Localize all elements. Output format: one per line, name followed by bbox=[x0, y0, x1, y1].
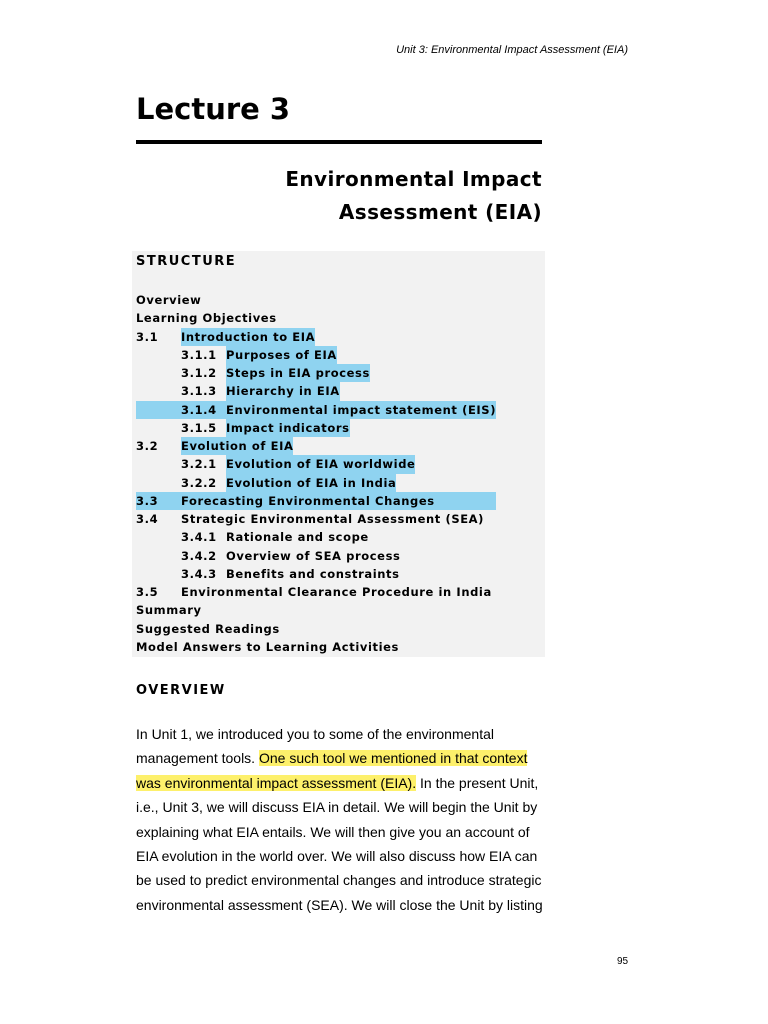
toc-item-number: 3.2.1 bbox=[181, 457, 217, 472]
toc-item bbox=[136, 455, 496, 473]
title-rule bbox=[136, 140, 542, 144]
toc-item bbox=[136, 437, 496, 455]
unit-title bbox=[285, 163, 542, 229]
toc-item-title: Evolution of EIA worldwide bbox=[226, 455, 415, 473]
toc-item-title: Forecasting Environmental Changes bbox=[181, 493, 435, 508]
toc-item-title: Impact indicators bbox=[226, 419, 350, 437]
body-text: be used to predict environmental changes and introduce strategic bbox=[136, 872, 542, 889]
toc-item bbox=[136, 291, 496, 309]
toc-item-number: 3.4.3 bbox=[181, 566, 217, 581]
toc-item-number: 3.5 bbox=[136, 585, 159, 599]
toc-item-title: Summary bbox=[136, 603, 202, 618]
body-text: i.e., Unit 3, we will discuss EIA in detail. We will begin the Unit by bbox=[136, 799, 538, 816]
toc-item-title: Introduction to EIA bbox=[181, 328, 315, 346]
body-text: environmental assessment (SEA). We will close the Unit by listing bbox=[136, 896, 543, 913]
overview-paragraph bbox=[136, 722, 543, 917]
running-header: Unit 3: Environmental Impact Assessment (EIA) bbox=[396, 44, 628, 56]
toc-item-number: 3.1 bbox=[136, 329, 159, 344]
toc-item-number: 3.4.1 bbox=[181, 530, 217, 545]
overview-line bbox=[136, 722, 526, 746]
toc-item bbox=[136, 401, 496, 419]
toc-item-number: 3.2 bbox=[136, 439, 159, 453]
toc-item bbox=[136, 510, 496, 528]
toc-item-title: Learning Objectives bbox=[136, 311, 277, 326]
toc-item-title: Evolution of EIA bbox=[181, 437, 293, 455]
toc-item-number: 3.3 bbox=[136, 493, 159, 508]
toc-item bbox=[136, 583, 496, 601]
structure-box bbox=[132, 251, 545, 657]
toc-item-title: Suggested Readings bbox=[136, 621, 280, 636]
overview-line bbox=[136, 893, 543, 917]
toc-item-title: Strategic Environmental Assessment (SEA) bbox=[181, 512, 485, 526]
overview-line bbox=[136, 746, 526, 770]
overview-line bbox=[136, 820, 530, 844]
toc-item-number: 3.1.1 bbox=[181, 347, 217, 362]
toc-item-title: Evolution of EIA in India bbox=[226, 474, 396, 492]
toc-item-number: 3.1.2 bbox=[181, 366, 217, 380]
overview-heading: OVERVIEW bbox=[136, 683, 226, 698]
unit-title-line2: Assessment (EIA) bbox=[338, 200, 542, 224]
toc-item bbox=[136, 328, 496, 346]
toc-item-title: Overview of SEA process bbox=[226, 548, 401, 563]
toc-item bbox=[136, 547, 496, 565]
highlighted-text: One such tool we mentioned in that context bbox=[258, 750, 528, 767]
toc-item-title: Rationale and scope bbox=[226, 530, 369, 545]
toc-item-title: Purposes of EIA bbox=[226, 346, 337, 364]
body-text: In Unit 1, we introduced you to some of the environmental bbox=[136, 726, 494, 742]
toc-item-title: Steps in EIA process bbox=[226, 364, 370, 382]
overview-line bbox=[136, 844, 538, 868]
toc-item-number: 3.4 bbox=[136, 512, 159, 526]
body-text: management tools. bbox=[136, 750, 259, 767]
toc-item-title: Environmental Clearance Procedure in India bbox=[181, 585, 492, 599]
toc-item bbox=[136, 620, 496, 638]
toc-item bbox=[136, 528, 496, 546]
toc-item-number: 3.4.2 bbox=[181, 548, 217, 563]
toc-item-number: 3.1.3 bbox=[181, 384, 217, 399]
page-number: 95 bbox=[617, 956, 629, 967]
toc-item-title: Environmental impact statement (EIS) bbox=[226, 402, 497, 417]
highlighted-text: was environmental impact assessment (EIA). bbox=[136, 774, 417, 791]
toc-item bbox=[136, 474, 496, 492]
lecture-title: Lecture 3 bbox=[136, 92, 291, 126]
unit-title-line1: Environmental Impact bbox=[285, 167, 542, 191]
toc-item bbox=[136, 309, 496, 327]
toc-item bbox=[136, 601, 496, 619]
toc-item bbox=[136, 565, 496, 583]
toc-item-number: 3.1.4 bbox=[181, 402, 217, 417]
body-text: In the present Unit, bbox=[416, 774, 539, 791]
toc-item bbox=[136, 364, 496, 382]
toc-item-title: Hierarchy in EIA bbox=[226, 382, 340, 400]
structure-heading: STRUCTURE bbox=[136, 254, 237, 269]
toc-item bbox=[136, 382, 496, 400]
toc-item-number: 3.1.5 bbox=[181, 420, 217, 435]
body-text: explaining what EIA entails. We will then give you an account of bbox=[136, 823, 530, 840]
table-of-contents bbox=[136, 291, 496, 656]
body-text: EIA evolution in the world over. We will also discuss how EIA can bbox=[136, 848, 538, 865]
toc-item bbox=[136, 638, 496, 656]
overview-line bbox=[136, 868, 542, 892]
overview-line bbox=[136, 795, 538, 819]
toc-item bbox=[136, 346, 496, 364]
toc-item-title: Benefits and constraints bbox=[226, 566, 400, 581]
toc-item-title: Model Answers to Learning Activities bbox=[136, 639, 399, 654]
toc-item-title: Overview bbox=[136, 293, 202, 307]
overview-line bbox=[136, 771, 539, 795]
toc-item bbox=[136, 419, 496, 437]
toc-item bbox=[136, 492, 496, 510]
toc-item-number: 3.2.2 bbox=[181, 475, 217, 490]
